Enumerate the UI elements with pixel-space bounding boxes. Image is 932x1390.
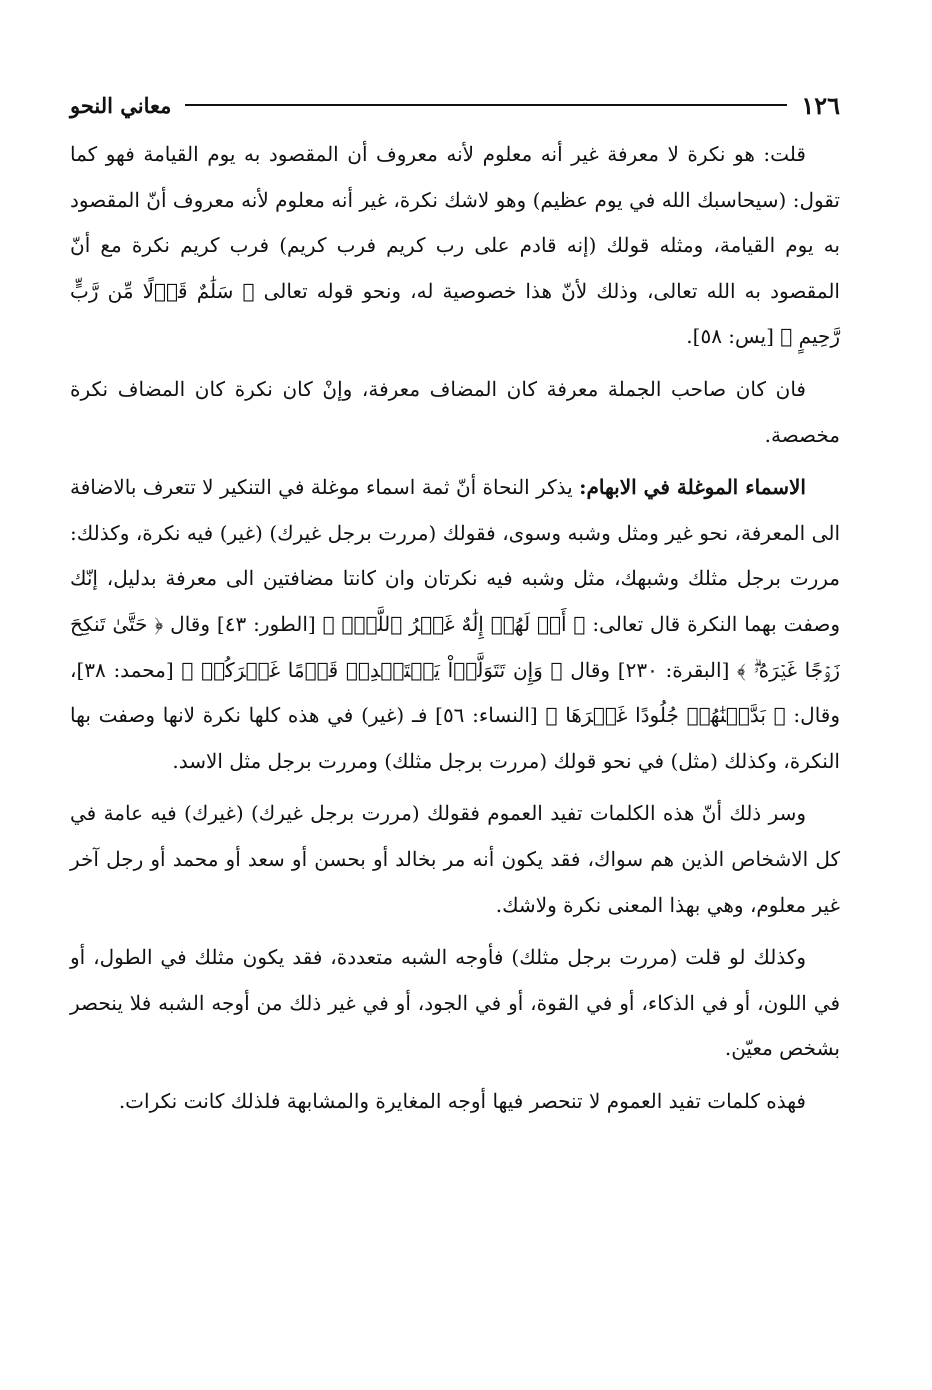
page-body (70, 132, 840, 1124)
paragraph-6: فهذه كلمات تفيد العموم لا تنحصر فيها أوجه المغايرة والمشابهة فلذلك كانت نكرات. (118, 1088, 806, 1113)
page-header (70, 88, 840, 122)
header-rule (185, 104, 787, 106)
paragraph-4: وسر ذلك أنّ هذه الكلمات تفيد العموم فقولك (مررت برجل غيرك) (غيرك) فيه عامة في كل الاشخاص الذين هم سواك، فقد يكون أنه مر بخالد أو بحسن أو سعد أو محمد أو رجل آخر غير معلوم، وهي بهذا المعنى نكرة ولاشك. (70, 801, 840, 917)
paragraph-1: قلت: هو نكرة لا معرفة غير أنه معلوم لأنه معروف أن المقصود به يوم القيامة فهو كما تقول: (سيحاسبك الله في يوم عظيم) وهو لاشك نكرة، غير أنه معلوم لأنه معروف أنّ المقصود به يوم القيامة، ومثله قولك (إنه قادم على رب كريم فرب كريم) فرب كريم نكرة مع أنّ المقصود به الله تعالى، وذلك لأنّ هذا خصوصية له، ونحو قوله تعالى ﴿ سَلَٰمٌ قَوۡلًا مِّن رَّبٍّ رَّحِيمٍ ﴾ [يس: ٥٨]. (70, 142, 840, 349)
paragraph-2: فان كان صاحب الجملة معرفة كان المضاف معرفة، وإنْ كان نكرة كان المضاف نكرة مخصصة. (70, 376, 840, 447)
page-number: ١٢٦ (801, 90, 840, 120)
paragraph-3-text: يذكر النحاة أنّ ثمة اسماء موغلة في التنكير لا تتعرف بالاضافة الى المعرفة، نحو غير ومثل وشبه وسوى، فقولك (مررت برجل غيرك) (غير) فيه نكرة، وكذلك: مررت برجل مثلك وشبهك، مثل وشبه فيه نكرتان وان كانتا مضافتين الى معرفة بدليل، إنّك وصفت بهما النكرة قال تعالى: ﴿ أَمۡ لَهُمۡ إِلَٰهٌ غَيۡرُ ٱللَّهِۚ ﴾ [الطور: ٤٣] وقال ﴿ حَتَّىٰ تَنكِحَ زَوۡجًا غَيۡرَهُۥۗ ﴾ [البقرة: ٢٣٠] وقال ﴿ وَإِن تَتَوَلَّوۡاْ يَسۡتَبۡدِلۡ قَوۡمًا غَيۡرَكُمۡ ﴾ [محمد: ٣٨]، وقال: ﴿ بَدَّلۡنَٰهُمۡ جُلُودًا غَيۡرَهَا ﴾ [النساء: ٥٦] فـ (غير) في هذه كلها نكرة لانها وصفت بها النكرة، وكذلك (مثل) في نحو قولك (مررت برجل مثلك) ومررت برجل مثل الاسد. (70, 475, 841, 773)
section-term: الاسماء الموغلة في الابهام: (579, 475, 806, 500)
paragraph-3 (70, 465, 840, 784)
running-title: معاني النحو (70, 92, 172, 118)
paragraph-5: وكذلك لو قلت (مررت برجل مثلك) فأوجه الشبه متعددة، فقد يكون مثلك في الطول، أو في اللون، أو في الذكاء، أو في القوة، أو في الجود، أو في غير ذلك من أوجه الشبه فلا ينحصر بشخص معيّن. (70, 945, 840, 1061)
